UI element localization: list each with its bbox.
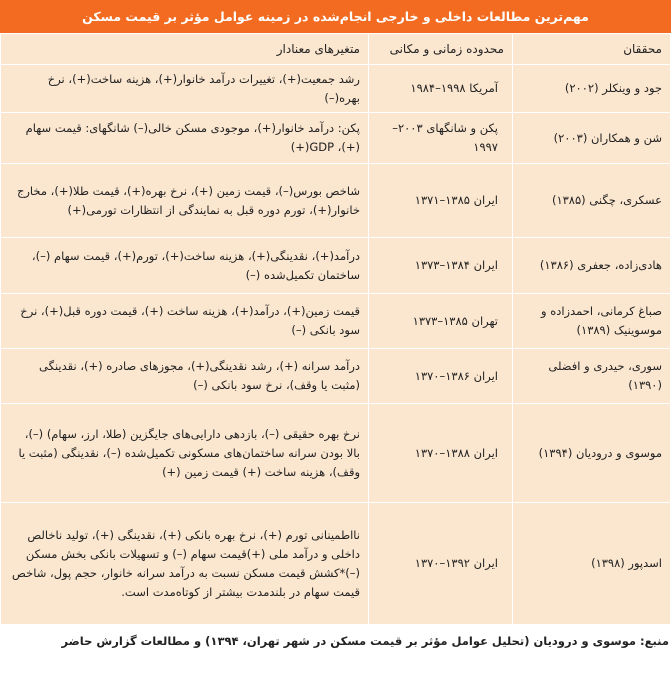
cell-scope: آمریکا ۱۹۹۸–۱۹۸۴ <box>369 65 513 113</box>
table-title: مهم‌ترین مطالعات داخلی و خارجی انجام‌شده در زمینه عوامل مؤثر بر قیمت مسکن <box>0 0 671 33</box>
cell-researcher: موسوی و درودیان (۱۳۹۴) <box>513 404 671 503</box>
cell-scope: پکن و شانگهای ۲۰۰۳–۱۹۹۷ <box>369 113 513 164</box>
cell-scope: ایران ۱۳۸۶–۱۳۷۰ <box>369 349 513 404</box>
header-row <box>1 34 671 65</box>
cell-researcher: هادی‌زاده، جعفری (۱۳۸۶) <box>513 238 671 294</box>
cell-variables: قیمت زمین(+)، درآمد(+)، هزینه ساخت (+)، قیمت دوره قبل(+)، نرخ سود بانکی (–) <box>1 294 369 349</box>
table-row <box>1 294 671 349</box>
cell-scope: ایران ۱۳۸۴–۱۳۷۳ <box>369 238 513 294</box>
table-row <box>1 503 671 625</box>
cell-variables: شاخص بورس(–)، قیمت زمین (+)، نرخ بهره(+)، قیمت طلا(+)، مخارج خانوار(+)، تورم دوره قبل به نمایندگی از انتظارات تورمی(+) <box>1 164 369 238</box>
cell-scope: تهران ۱۳۸۵–۱۳۷۳ <box>369 294 513 349</box>
cell-scope: ایران ۱۳۸۵–۱۳۷۱ <box>369 164 513 238</box>
cell-variables: نرخ بهره حقیقی (–)، بازدهی دارایی‌های جایگزین (طلا، ارز، سهام) (–)، بالا بودن سرانه ساختمان‌های مسکونی تکمیل‌شده (–)، نقدینگی (مثبت یا وقف)، هزینه ساخت (+) قیمت زمین (+) <box>1 404 369 503</box>
cell-researcher: صباغ کرمانی، احمدزاده و موسوینیک (۱۳۸۹) <box>513 294 671 349</box>
cell-variables: نااطمینانی تورم (+)، نرخ بهره بانکی (+)، نقدینگی (+)، تولید ناخالص داخلی و درآمد ملی (+)قیمت سهام (–) و تسهیلات بانکی بخش مسکن (–)*کشش قیمت مسکن نسبت به درآمد سرانه خانوار، حجم پول، شاخص قیمت سهام در بلندمدت بیشتر از کوتاه‌مدت است. <box>1 503 369 625</box>
cell-researcher: جود و وینکلر (۲۰۰۲) <box>513 65 671 113</box>
cell-scope: ایران ۱۳۸۸–۱۳۷۰ <box>369 404 513 503</box>
header-variables: متغیرهای معنادار <box>1 34 369 65</box>
cell-researcher: عسکری، چگنی (۱۳۸۵) <box>513 164 671 238</box>
source-note: منبع: موسوی و درودیان (تحلیل عوامل مؤثر بر قیمت مسکن در شهر تهران، ۱۳۹۴) و مطالعات گزارش حاضر <box>61 634 669 648</box>
studies-table <box>0 33 671 625</box>
table-row <box>1 404 671 503</box>
table-row <box>1 349 671 404</box>
table-row <box>1 65 671 113</box>
cell-researcher: سوری، حیدری و افضلی (۱۳۹۰) <box>513 349 671 404</box>
cell-variables: درآمد سرانه (+)، رشد نقدینگی(+)، مجوزهای صادره (+)، نقدینگی (مثبت یا وقف)، نرخ سود بانکی (–) <box>1 349 369 404</box>
table-row <box>1 238 671 294</box>
cell-variables: پکن: درآمد خانوار(+)، موجودی مسکن خالی(–) شانگهای: قیمت سهام (+)، GDP(+) <box>1 113 369 164</box>
cell-researcher: اسدپور (۱۳۹۸) <box>513 503 671 625</box>
table-row <box>1 164 671 238</box>
header-researcher: محققان <box>513 34 671 65</box>
header-scope: محدوده زمانی و مکانی <box>369 34 513 65</box>
cell-researcher: شن و همکاران (۲۰۰۳) <box>513 113 671 164</box>
table-row <box>1 113 671 164</box>
cell-variables: درآمد(+)، نقدینگی(+)، هزینه ساخت(+)، تورم(+)، قیمت سهام (–)، ساختمان تکمیل‌شده (–) <box>1 238 369 294</box>
cell-variables: رشد جمعیت(+)، تغییرات درآمد خانوار(+)، هزینه ساخت(+)، نرخ بهره(–) <box>1 65 369 113</box>
cell-scope: ایران ۱۳۹۲–۱۳۷۰ <box>369 503 513 625</box>
